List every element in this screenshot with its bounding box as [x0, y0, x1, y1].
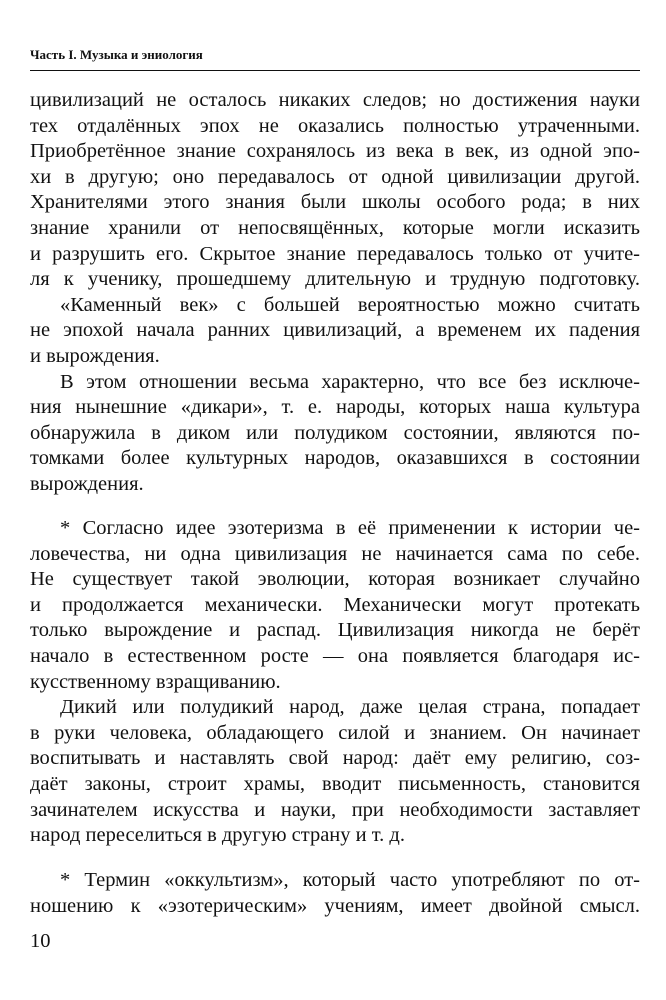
- text-line: народ переселиться в другую страну и т. д.: [30, 824, 405, 847]
- page-number: 10: [30, 930, 51, 952]
- text-line: ловечества, ни одна цивилизация не начинается сама по себе.: [30, 542, 640, 565]
- text-line: даёт законы, строит храмы, вводит письменность, становится: [30, 772, 640, 795]
- text-line: вырождения.: [30, 472, 144, 495]
- text-line: ля к ученику, прошедшему длительную и трудную подготовку.: [30, 268, 640, 291]
- text-line: зачинателем искусства и науки, при необходимости заставляет: [30, 798, 640, 821]
- text-line: воспитывать и наставлять свой народ: даёт ему религию, соз-: [30, 747, 640, 770]
- text-line: Приобретённое знание сохранялось из века в век, из одной эпо-: [30, 140, 640, 163]
- text-line: в руки человека, обладающего силой и знанием. Он начинает: [30, 721, 640, 744]
- text-line: ния нынешние «дикари», т. е. народы, которых наша культура: [30, 396, 640, 419]
- text-block-main: [30, 88, 640, 498]
- text-line: хи в другую; оно передавалось от одной цивилизации другой.: [30, 165, 640, 188]
- text-line: томками более культурных народов, оказавшихся в состоянии: [30, 447, 640, 470]
- text-block-esoterism: [30, 516, 640, 849]
- text-line: ношению к «эзотерическим» учениям, имеет двойной смысл.: [30, 894, 640, 917]
- text-line: Дикий или полудикий народ, даже целая страна, попадает: [60, 696, 640, 719]
- text-line: и продолжается механически. Механически могут протекать: [30, 593, 640, 616]
- text-line: не эпохой начала ранних цивилизаций, а временем их падения: [30, 319, 640, 342]
- text-line: тех отдалённых эпох не оказались полностью утраченными.: [30, 114, 640, 137]
- text-line: знание хранили от непосвящённых, которые могли исказить: [30, 216, 640, 239]
- text-line: «Каменный век» с большей вероятностью можно считать: [60, 293, 640, 316]
- text-line: начало в естественном росте — она появляется благодаря ис-: [30, 644, 640, 667]
- text-line: Хранителями этого знания были школы особого рода; в них: [30, 191, 640, 214]
- text-line: цивилизаций не осталось никаких следов; но достижения науки: [30, 89, 640, 111]
- text-line: и разрушить его. Скрытое знание передавалось только от учите-: [30, 242, 640, 265]
- text-line: В этом отношении весьма характерно, что все без исключе-: [60, 370, 640, 393]
- text-block-occultism: [30, 868, 640, 919]
- text-line: и вырождения.: [30, 344, 160, 367]
- text-line: только вырождение и распад. Цивилизация никогда не берёт: [30, 619, 640, 642]
- header-rule: [30, 70, 640, 71]
- text-line: * Термин «оккультизм», который часто употребляют по от-: [60, 869, 640, 891]
- text-line: кусственному взращиванию.: [30, 670, 281, 693]
- text-line: * Согласно идее эзотеризма в её применении к истории че-: [60, 517, 640, 539]
- text-line: обнаружила в диком или полудиком состоянии, являются по-: [30, 421, 640, 444]
- text-line: Не существует такой эволюции, которая возникает случайно: [30, 568, 640, 591]
- running-head: Часть I. Музыка и эниология: [30, 47, 203, 62]
